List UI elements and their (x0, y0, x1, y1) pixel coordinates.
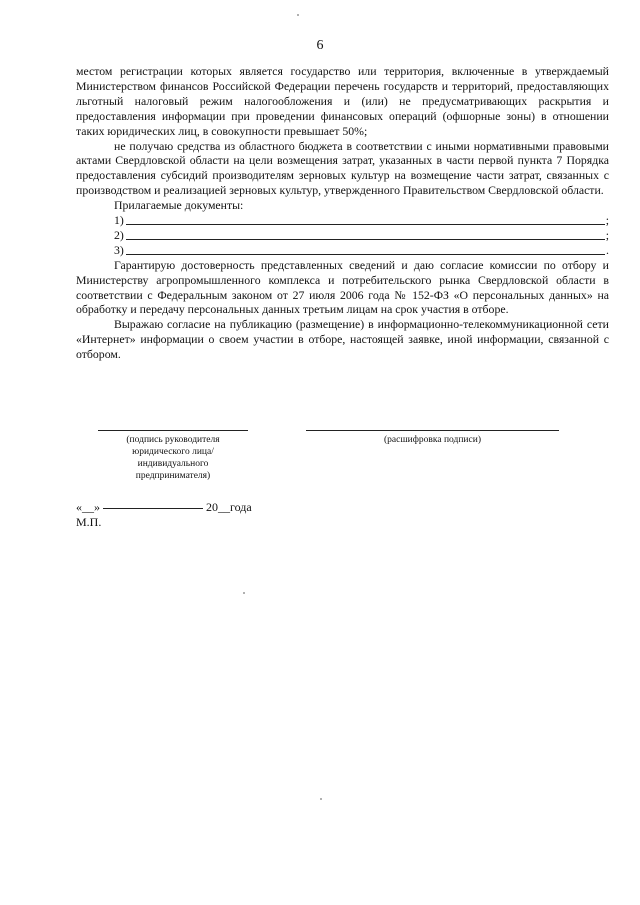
attachments-title: Прилагаемые документы: (114, 198, 244, 213)
attachment-line-1[interactable] (114, 213, 609, 228)
document-body (76, 64, 609, 362)
attachments-list (76, 198, 609, 258)
page-number: 6 (316, 38, 324, 53)
signature-block-right (306, 430, 559, 446)
paragraph-offshore: местом регистрации которых является государство или территория, включенные в утверждаемый Министерством финансов Российской Федерации перечень государств и территорий, предоставляющих льготный налоговый режим налогообложения и (или) не предусматривающих раскрытия и предоставления информации при проведении финансовых операций (офшорные зоны) в отношении таких юридических лиц, в совокупности превышает 50%; (76, 64, 609, 138)
name-decoding-line[interactable] (306, 430, 559, 431)
date-day[interactable]: «__» (76, 500, 100, 514)
attachment-line-2[interactable] (114, 228, 609, 243)
attachment-end-mark: ; (605, 227, 609, 242)
attachment-number: 2) (114, 227, 124, 242)
attachment-line-3[interactable] (114, 243, 609, 258)
date-block (76, 500, 252, 530)
attachment-number: 3) (114, 242, 124, 257)
attachment-end-mark: . (606, 242, 609, 257)
scan-speck (297, 14, 299, 16)
name-decoding-caption: (расшифровка подписи) (384, 435, 481, 445)
signature-line[interactable] (98, 430, 248, 431)
date-year[interactable]: 20__года (206, 500, 252, 514)
date-month-blank[interactable] (103, 508, 203, 509)
paragraph-budget-funds: не получаю средства из областного бюджета в соответствии с иными нормативными правовыми актами Свердловской области на цели возмещения затрат, указанных в части первой пункта 7 Порядка предоставления субсидий производителям зерновых культур на возмещение части затрат, связанных с производством и реализацией зерновых культур, утвержденного Правительством Свердловской области. (76, 138, 609, 198)
paragraph-guarantee: Гарантирую достоверность представленных сведений и даю согласие комиссии по отбору и Министерству агропромышленного комплекса и потребительского рынка Свердловской области в соответствии с Федеральным законом от 27 июля 2006 года № 152-ФЗ «О персональных данных» на обработку и передачу персональных данных третьим лицам на срок участия в отборе. (76, 257, 609, 317)
signature-block-left (98, 430, 248, 482)
attachment-blank-line[interactable] (126, 224, 605, 225)
attachment-end-mark: ; (605, 213, 609, 228)
attachment-blank-line[interactable] (126, 254, 605, 255)
signature-caption-line-2: юридического лица/ (132, 447, 214, 457)
attachment-blank-line[interactable] (126, 239, 605, 240)
signature-caption-line-4: предпринимателя) (135, 471, 211, 481)
date-line (76, 500, 252, 515)
signature-caption-line-1: (подпись руководителя (126, 435, 220, 445)
attachment-number: 1) (114, 213, 124, 228)
paragraph-consent: Выражаю согласие на публикацию (размещение) в информационно-телекоммуникационной сети «Интернет» информации о своем участии в отборе, настоящей заявке, иной информации, связанной с отбором. (76, 317, 609, 362)
scan-speck (243, 592, 245, 594)
stamp-label: М.П. (76, 515, 102, 529)
scan-speck (320, 798, 322, 800)
signature-caption-line-3: индивидуального (137, 459, 209, 469)
